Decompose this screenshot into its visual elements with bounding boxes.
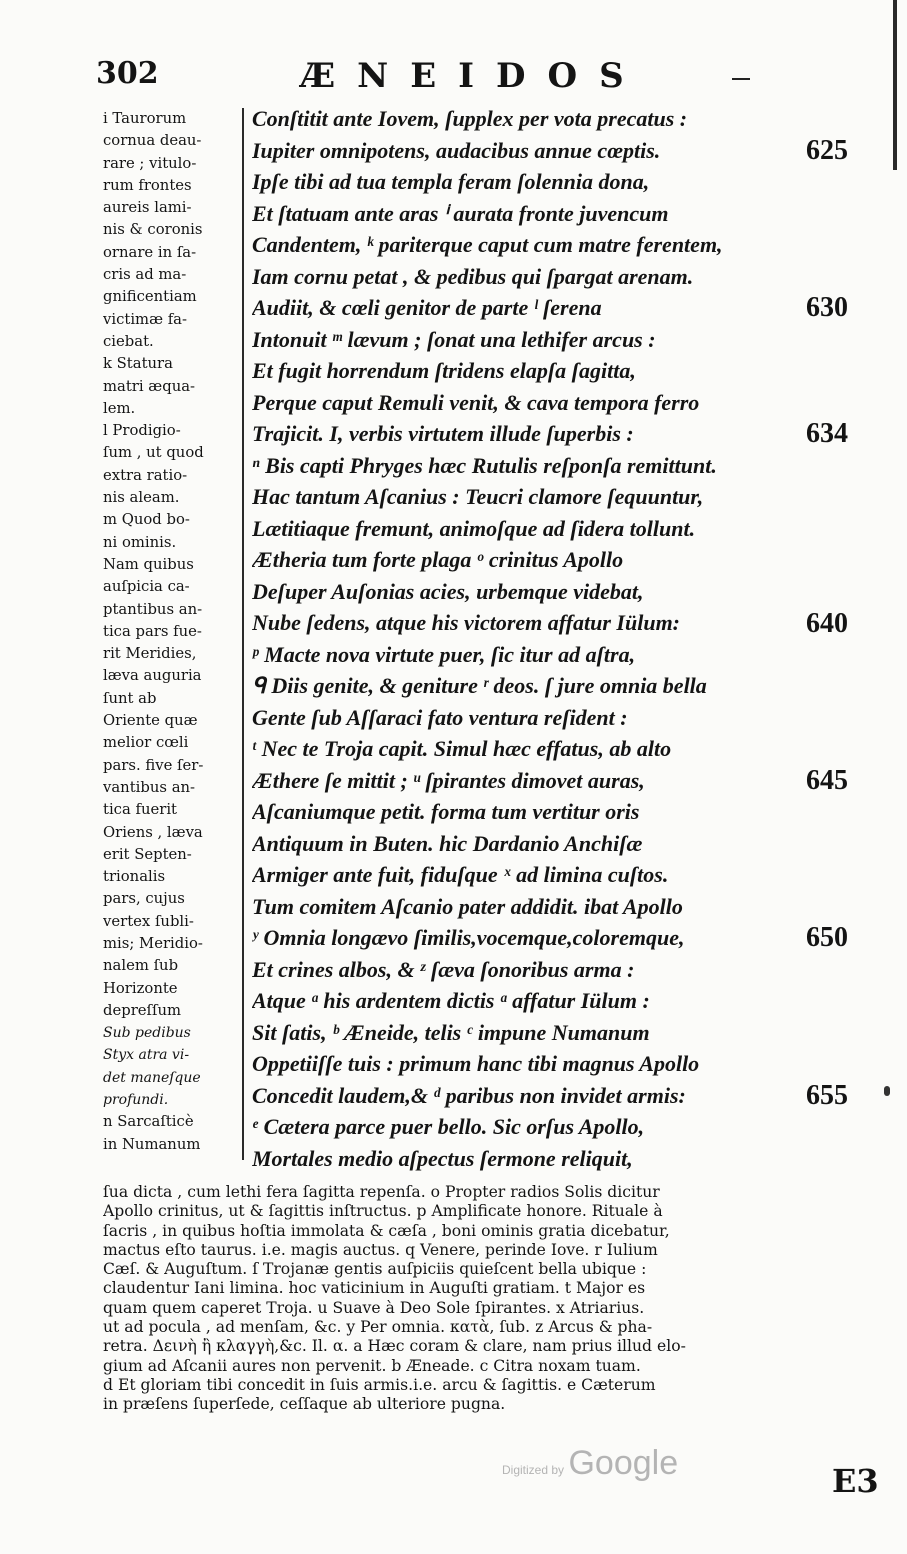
marginal-note-line: cris ad ma-	[103, 266, 187, 284]
marginal-note-line: nis & coronis	[103, 221, 203, 239]
verse-line: Antiquum in Buten. hic Dardanio Anchiſæ	[252, 830, 643, 856]
marginal-note-line: Oriente quæ	[103, 712, 198, 730]
verse-line: ᵉ Cætera parce puer bello. Sic orſus Apollo,	[252, 1114, 645, 1139]
verse-line: Iupiter omnipotens, audacibus annue cœptis.	[252, 137, 661, 163]
verse-line: Ipſe tibi ad tua templa feram ſolennia dona,	[252, 169, 650, 194]
watermark-prefix: Digitized by	[502, 1463, 565, 1477]
verse-number: 630	[806, 292, 848, 323]
footnote-line: retra. Δεινὴ ἢ κλαγγὴ,&c. Il. α. a Hæc coram & clare, nam prius illud elo-	[103, 1337, 686, 1356]
page-edge-shadow	[893, 0, 897, 170]
marginal-note-line: vantibus an-	[103, 778, 196, 796]
signature-mark: E3	[832, 1462, 879, 1500]
footnote-line: quam quem caperet Troja. u Suave à Deo Sole ſpirantes. x Atriarius.	[103, 1298, 645, 1317]
marginal-note-line: in Numanum	[103, 1135, 201, 1153]
marginal-note-line: nalem ſub	[103, 957, 179, 975]
verse-line: Et crines albos, & ᶻ ſæva ſonoribus arma :	[252, 956, 635, 982]
marginal-note-line: Styx atra vi-	[103, 1047, 190, 1064]
verse-number: 625	[806, 135, 848, 166]
footnote-line: mactus eſto taurus. i.e. magis auctus. q Venere, perinde Iove. r Iulium	[103, 1240, 658, 1259]
google-watermark	[502, 1444, 678, 1483]
marginal-note-line: cornua deau-	[103, 132, 202, 150]
verse-line: Tum comitem Aſcanio pater addidit. ibat Apollo	[252, 893, 683, 919]
verse-number: 655	[806, 1080, 848, 1111]
marginal-note-line: rum frontes	[103, 176, 192, 194]
running-title: ÆNEIDOS	[300, 56, 646, 96]
verse-line: Trajicit. I, verbis virtutem illude ſuperbis :	[252, 421, 634, 446]
marginal-note-line: tica pars fue-	[103, 622, 202, 640]
marginal-note-line: lem.	[103, 399, 136, 417]
footnote-line: gium ad Aſcanii aures non pervenit. b Æneade. c Citra noxam tuam.	[103, 1356, 641, 1375]
page-number: 302	[96, 56, 159, 91]
verse-line: ᵖ Macte nova virtute puer, ſic itur ad aſtra,	[252, 641, 636, 667]
verse-line: Intonuit ᵐ lævum ; ſonat una lethifer arcus :	[252, 326, 656, 352]
marginal-note-line: ptantibus an-	[103, 600, 203, 618]
marginal-note-line: tica fuerit	[103, 801, 178, 819]
marginal-note-line: n Sarcaſticè	[103, 1113, 194, 1131]
marginal-note-line: depreſſum	[103, 1001, 182, 1019]
ink-mark	[884, 1086, 890, 1096]
verse-line: Æthere ſe mittit ; ᵘ ſpirantes dimovet auras,	[252, 767, 645, 793]
marginal-note-line: vertex ſubli-	[103, 912, 194, 930]
marginal-note-line: gnificentiam	[103, 288, 197, 306]
marginal-note-line: nis aleam.	[103, 489, 180, 507]
footnotes	[103, 1183, 893, 1415]
marginal-note-line: extra ratio-	[103, 466, 188, 484]
marginal-note-line: ſunt ab	[103, 689, 157, 707]
verse-number: 650	[806, 922, 848, 953]
marginal-note-line: pars, cujus	[103, 890, 185, 908]
marginal-note-line: ornare in ſa-	[103, 243, 197, 261]
marginal-note-line: mis; Meridio-	[103, 934, 203, 952]
marginal-note-line: Sub pedibus	[103, 1025, 191, 1042]
marginal-note-line: erit Septen-	[103, 845, 192, 863]
verse-line: Hac tantum Aſcanius : Teucri clamore ſequuntur,	[252, 484, 704, 509]
marginal-note-line: ſum , ut quod	[103, 444, 204, 462]
verse-line: ⁿ Bis capti Phryges hæc Rutulis reſponſa remittunt.	[252, 452, 717, 478]
verse-line: Ætheria tum forte plaga ᵒ crinitus Apollo	[252, 547, 624, 572]
verse-number: 645	[806, 765, 848, 796]
verse-line: Gente ſub Aſſaraci fato ventura reſident :	[252, 704, 628, 730]
marginal-note-line: pars. five ſer-	[103, 756, 204, 774]
verse-column	[252, 103, 812, 1174]
google-logo: Google	[568, 1444, 679, 1482]
verse-line: Armiger ante fuit, fiduſque ˣ ad limina cuſtos.	[252, 862, 669, 887]
verse-line: Aſcaniumque petit. forma tum vertitur oris	[252, 799, 640, 824]
footnote-line: ſacris , in quibus hoſtia immolata & cæſa , boni ominis gratia dicebatur,	[103, 1221, 670, 1240]
marginal-note-line: matri æqua-	[103, 377, 196, 395]
footnote-line: d Et gloriam tibi concedit in ſuis armis.i.e. arcu & ſagittis. e Cæterum	[103, 1375, 656, 1394]
marginal-note-line: auſpicia ca-	[103, 578, 190, 596]
verse-line: Et ſtatuam ante aras ⁱ aurata fronte juvencum	[252, 200, 669, 226]
verse-line: Nube ſedens, atque his victorem affatur Iülum:	[252, 610, 681, 635]
footnote-line: Cæſ. & Auguſtum. ſ Trojanæ gentis auſpiciis quieſcent bella ubique :	[103, 1260, 647, 1279]
footnote-line: ſua dicta , cum lethi fera ſagitta repenſa. o Propter radios Solis dicitur	[103, 1183, 660, 1201]
verse-line: Et fugit horrendum ſtridens elapſa ſagitta,	[252, 358, 636, 383]
marginal-note-line: i Taurorum	[103, 110, 187, 127]
footnote-line: Apollo crinitus, ut & ſagittis inſtructus. p Amplificate honore. Rituale à	[103, 1202, 663, 1221]
marginal-note-line: ni ominis.	[103, 533, 177, 551]
column-rule	[242, 108, 244, 1160]
marginal-notes	[103, 108, 241, 1156]
verse-line: Deſuper Auſonias acies, urbemque videbat,	[252, 578, 644, 604]
verse-line: Iam cornu petat , & pedibus qui ſpargat arenam.	[252, 263, 694, 289]
verse-line: Concedit laudem,& ᵈ paribus non invidet armis:	[252, 1082, 686, 1108]
header-dash	[732, 78, 750, 80]
verse-line: Atque ᵃ his ardentem dictis ᵃ affatur Iülum :	[252, 988, 650, 1013]
marginal-note-line: rit Meridies,	[103, 645, 197, 663]
marginal-note-line: det maneſque	[103, 1069, 201, 1086]
marginal-note-line: melior cœli	[103, 734, 189, 752]
verse-line: Lætitiaque fremunt, animoſque ad ſidera tollunt.	[252, 515, 696, 541]
verse-line: Perque caput Remuli venit, & cava tempora ferro	[252, 389, 700, 415]
verse-line: Mortales medio aſpectus ſermone reliquit,	[252, 1145, 633, 1171]
marginal-note-line: ciebat.	[103, 332, 154, 350]
verse-line: Conſtitit ante Iovem, ſupplex per vota precatus :	[252, 106, 688, 131]
verse-line: Audiit, & cœli genitor de parte ˡ ſerena	[252, 295, 602, 320]
verse-line: ᑫ Diis genite, & geniture ʳ deos. ſ jure omnia bella	[252, 673, 707, 698]
marginal-note-line: Nam quibus	[103, 555, 194, 573]
marginal-note-line: profundi.	[103, 1092, 169, 1109]
marginal-note-line: l Prodigio-	[103, 422, 181, 440]
verse-line: Oppetiiſſe tuis : primum hanc tibi magnus Apollo	[252, 1051, 700, 1076]
verse-number: 640	[806, 608, 848, 639]
verse-number: 634	[806, 418, 848, 449]
footnote-line: in præſens ſuperſede, ceſſaque ab ulteriore pugna.	[103, 1395, 506, 1414]
verse-line: Sit ſatis, ᵇ Æneide, telis ᶜ impune Numanum	[252, 1019, 650, 1045]
footnote-line: ut ad pocula , ad menſam, &c. y Per omnia. κατὰ, ſub. z Arcus & pha-	[103, 1318, 653, 1337]
footnote-line: claudentur Iani limina. hoc vaticinium in Auguſti gratiam. t Major es	[103, 1279, 646, 1298]
marginal-note-line: Oriens , læva	[103, 823, 203, 841]
marginal-note-line: rare ; vitulo-	[103, 154, 197, 172]
marginal-note-line: læva auguria	[103, 667, 202, 685]
marginal-note-line: Horizonte	[103, 979, 178, 997]
marginal-note-line: k Statura	[103, 355, 173, 373]
marginal-note-line: trionalis	[103, 868, 166, 886]
verse-line: ᵗ Nec te Troja capit. Simul hæc effatus, ab alto	[252, 736, 672, 761]
marginal-note-line: victimæ fa-	[103, 310, 187, 328]
marginal-note-line: m Quod bo-	[103, 511, 190, 529]
verse-line: Candentem, ᵏ pariterque caput cum matre ferentem,	[252, 232, 723, 257]
verse-line: ʸ Omnia longævo ſimilis,vocemque,coloremque,	[252, 925, 685, 950]
marginal-note-line: aureis lami-	[103, 199, 192, 217]
